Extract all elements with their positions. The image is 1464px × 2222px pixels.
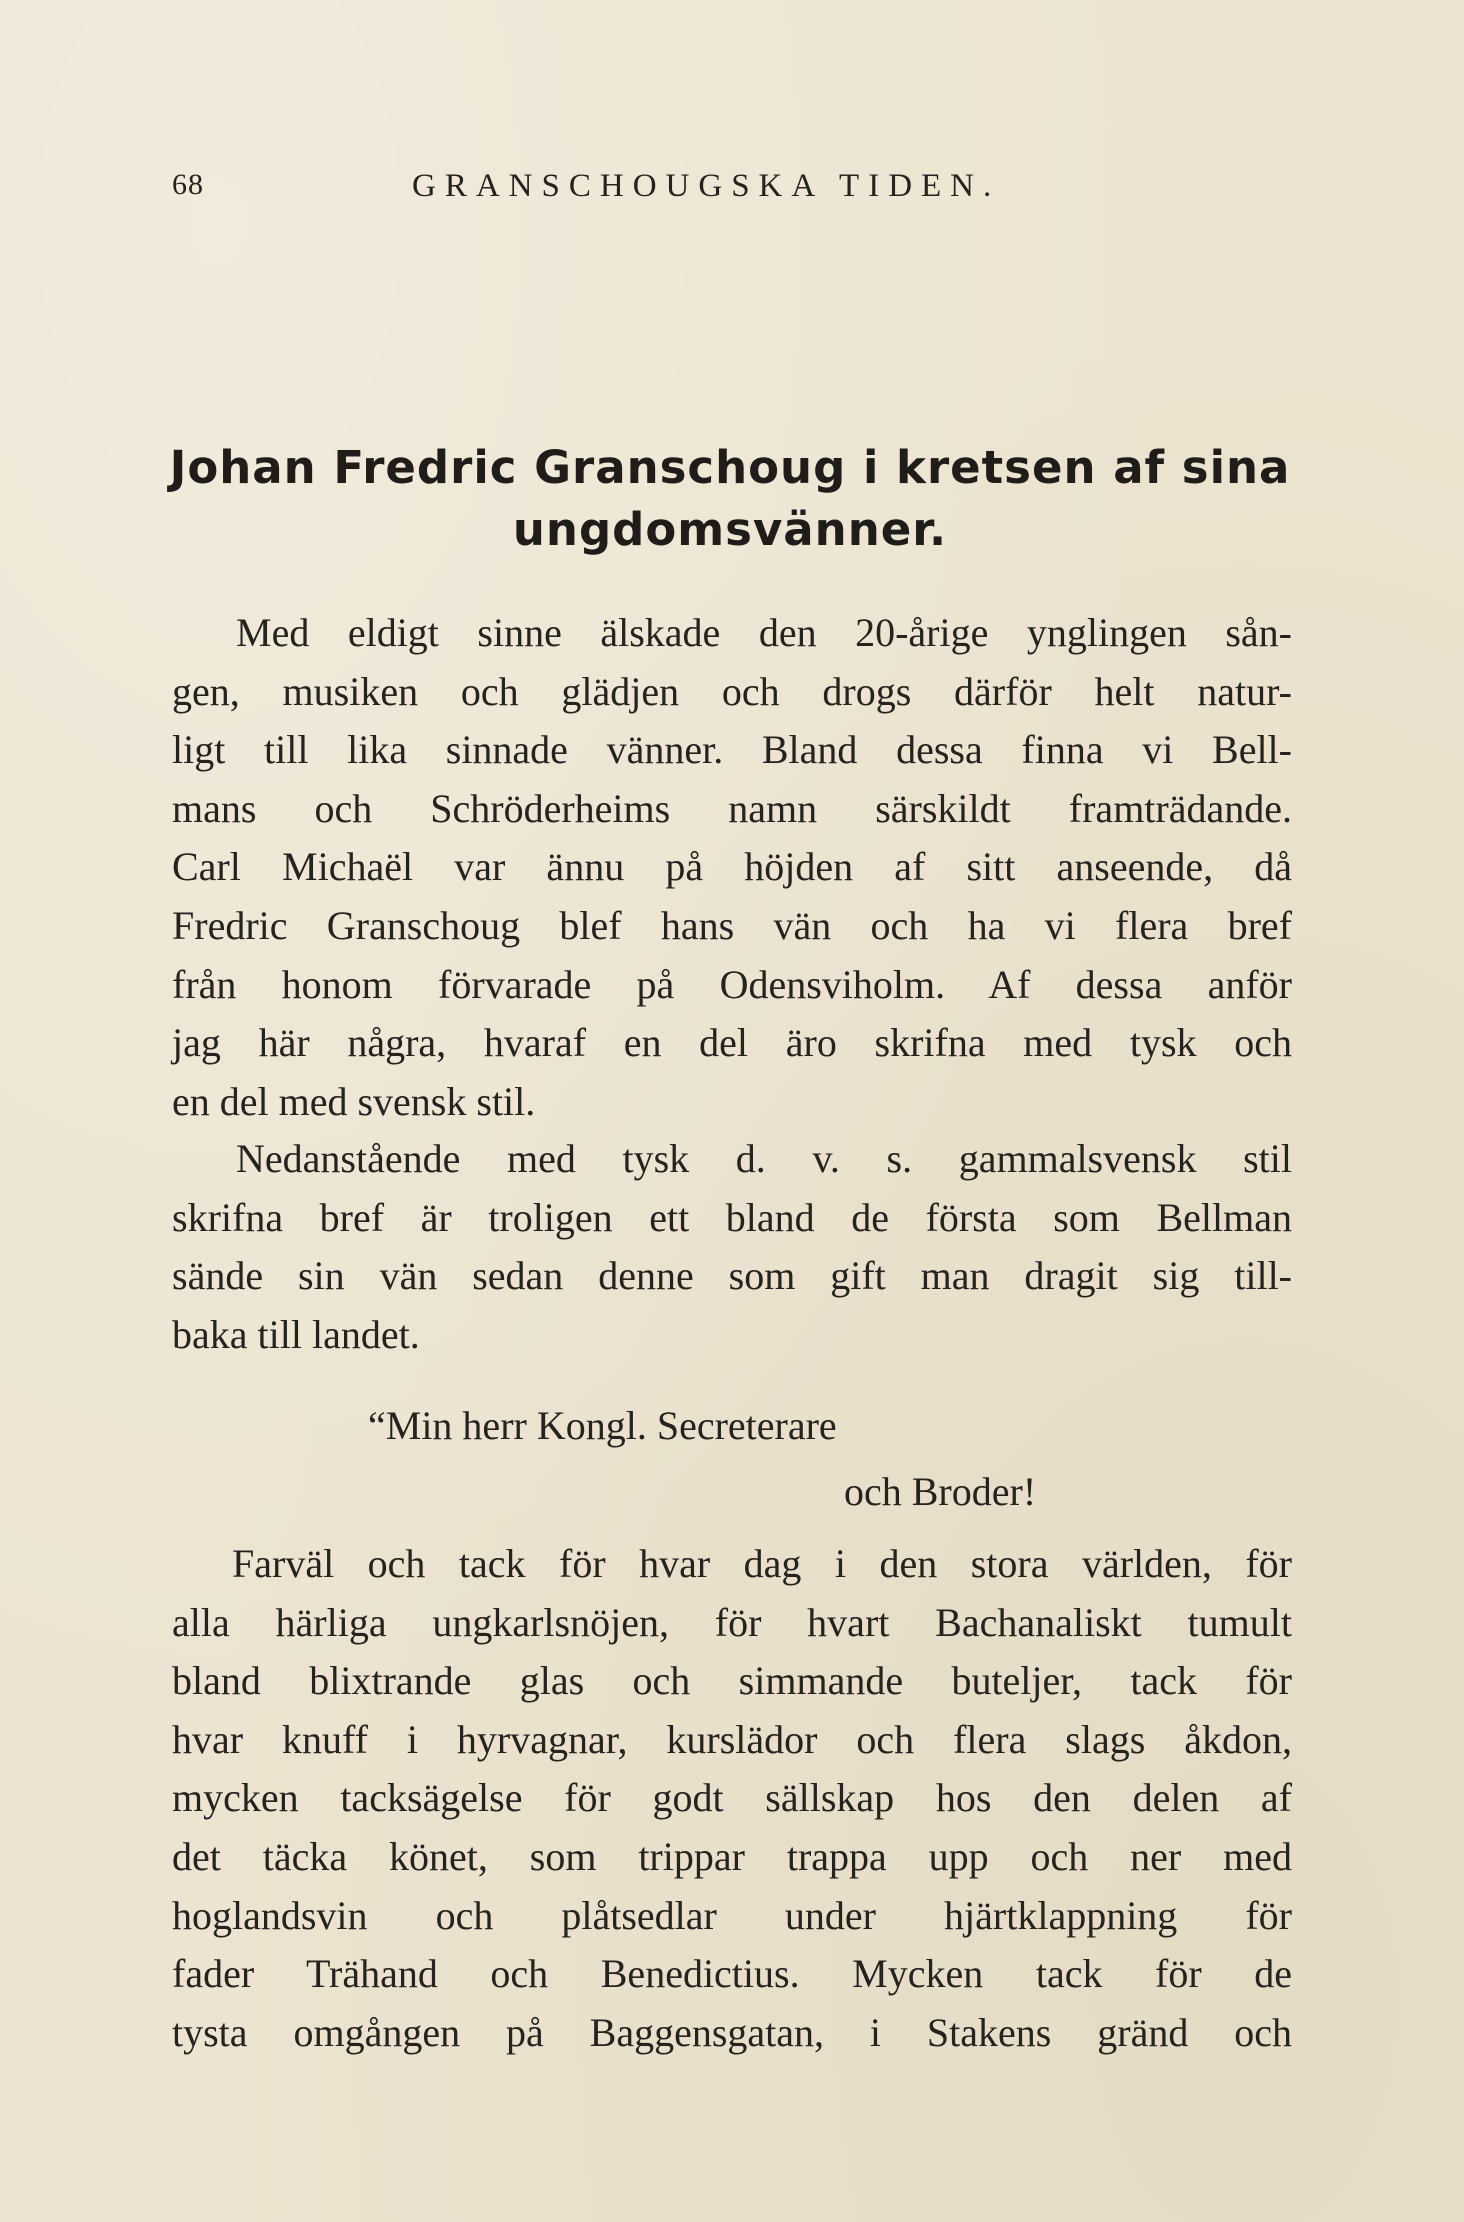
page-number: 68 [172, 168, 204, 201]
text-line: fader Trähand och Benedictius. Mycken tack för de [172, 1951, 1292, 1997]
text-line: Fredric Granschoug blef hans vän och ha vi flera bref [172, 902, 1292, 948]
text-line: sände sin vän sedan denne som gift man dragit sig till- [172, 1253, 1292, 1299]
text-line: det täcka könet, som trippar trappa upp och ner med [172, 1833, 1292, 1879]
text-line: hoglandsvin och plåtsedlar under hjärtklappning för [172, 1892, 1292, 1938]
text-line: baka till landet. [172, 1311, 420, 1357]
chapter-heading-line-2: ungdomsvänner. [512, 503, 948, 556]
letter-salutation-continued: och Broder! [844, 1469, 1037, 1514]
chapter-heading-line-1: Johan Fredric Granschoug i kretsen af sina [169, 441, 1291, 494]
text-line: Nedanstående med tysk d. v. s. gammalsvensk stil [236, 1136, 1292, 1181]
text-line: Carl Michaël var ännu på höjden af sitt anseende, då [172, 844, 1292, 890]
letter-body [172, 1535, 1292, 2062]
letter-salutation: “Min herr Kongl. Secreterare [368, 1403, 837, 1448]
page-header [172, 168, 1292, 216]
text-line: ligt till lika sinnade vänner. Bland dessa finna vi Bell- [172, 727, 1292, 773]
text-line: Farväl och tack för hvar dag i den stora världen, för [232, 1541, 1292, 1586]
text-line: alla härliga ungkarlsnöjen, för hvart Bachanaliskt tumult [172, 1599, 1292, 1645]
paragraph-1 [172, 604, 1292, 1131]
text-line: en del med svensk stil. [172, 1078, 536, 1124]
paragraph-2 [172, 1130, 1292, 1364]
running-title: GRANSCHOUGSKA TIDEN. [412, 168, 1001, 204]
text-line: skrifna bref är troligen ett bland de första som Bellman [172, 1194, 1292, 1240]
text-line: hvar knuff i hyrvagnar, kurslädor och flera slags åkdon, [172, 1716, 1292, 1762]
text-line: jag här några, hvaraf en del äro skrifna med tysk och [172, 1020, 1292, 1066]
text-line: gen, musiken och glädjen och drogs därför helt natur- [172, 668, 1292, 714]
text-line: tysta omgången på Baggensgatan, i Stakens gränd och [172, 2009, 1292, 2055]
text-line: från honom förvarade på Odensviholm. Af dessa anför [172, 961, 1292, 1007]
text-line: Med eldigt sinne älskade den 20-årige ynglingen sån- [236, 610, 1292, 655]
text-line: mycken tacksägelse för godt sällskap hos den delen af [172, 1775, 1292, 1821]
text-line: mans och Schröderheims namn särskildt framträdande. [172, 785, 1292, 831]
chapter-heading [150, 437, 1310, 561]
text-line: bland blixtrande glas och simmande buteljer, tack för [172, 1658, 1292, 1704]
